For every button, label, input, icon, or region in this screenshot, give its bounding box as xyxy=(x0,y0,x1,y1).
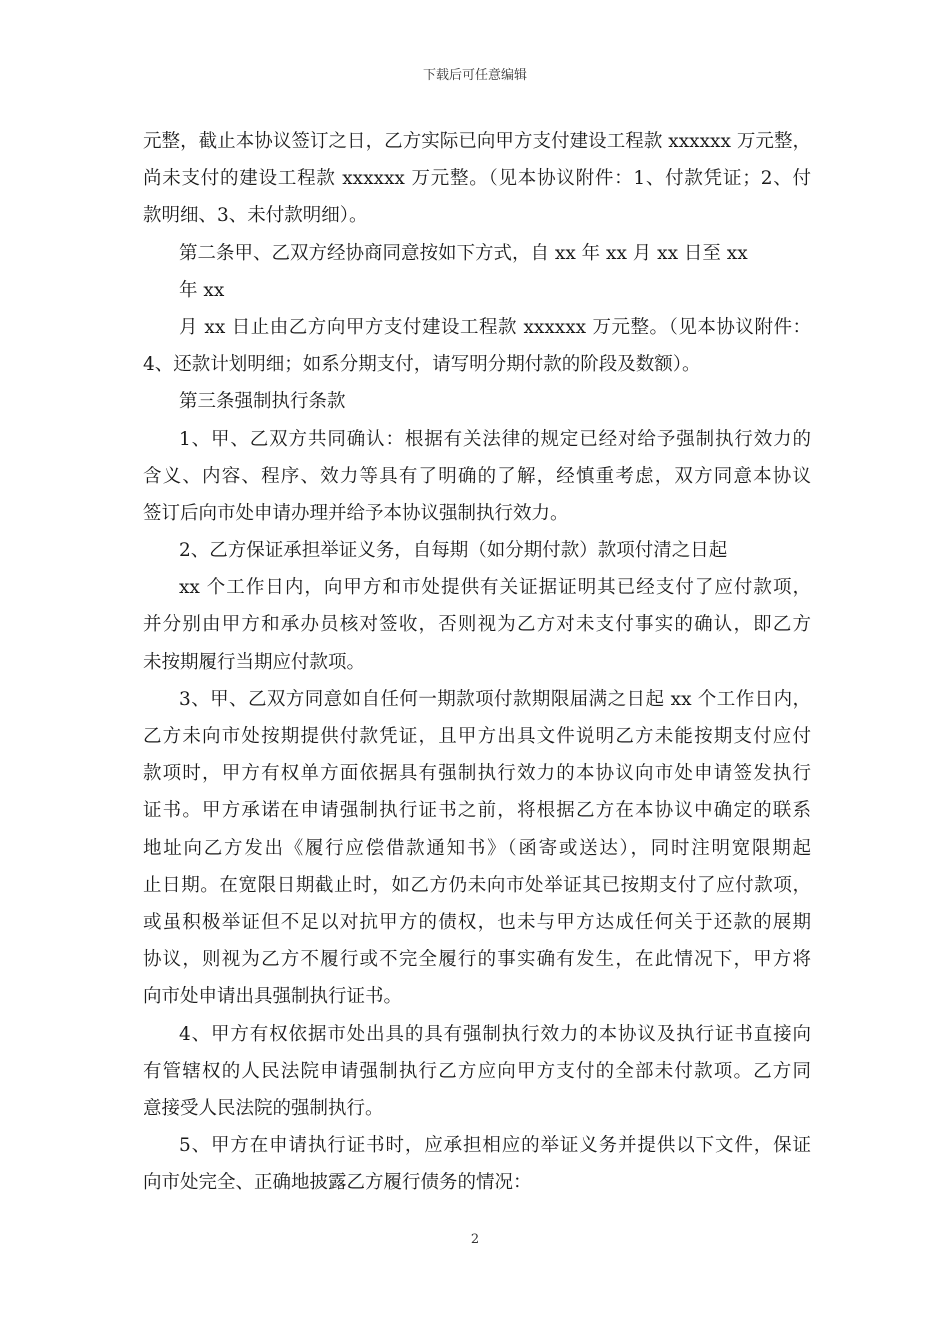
text-line: 第二条甲、乙双方经协商同意按如下方式，自 xx 年 xx 月 xx 日至 xx xyxy=(179,242,748,264)
text-line: xx 个工作日内，向甲方和市处提供有关证据证明其已经支付了应付款项， xyxy=(179,577,811,599)
text-line: 4、还款计划明细；如系分期支付，请写明分期付款的阶段及数额）。 xyxy=(143,354,701,376)
text-line: 向市处完全、正确地披露乙方履行债务的情况： xyxy=(143,1172,532,1194)
text-line: 乙方未向市处按期提供付款凭证，且甲方出具文件说明乙方未能按期支付应付 xyxy=(143,726,811,747)
text-line: 并分别由甲方和承办员核对签收，否则视为乙方对未支付事实的确认，即乙方 xyxy=(143,614,811,636)
text-line: 含义、内容、程序、效力等具有了明确的了解，经慎重考虑，双方同意本协议 xyxy=(143,465,811,487)
text-line: 有管辖权的人民法院申请强制执行乙方应向甲方支付的全部未付款项。乙方同 xyxy=(143,1060,811,1082)
text-line: 协议，则视为乙方不履行或不完全履行的事实确有发生，在此情况下，甲方将 xyxy=(143,949,811,971)
text-line: 意接受人民法院的强制执行。 xyxy=(143,1097,384,1119)
text-line: 地址向乙方发出《履行应偿借款通知书》（函寄或送达），同时注明宽限期起 xyxy=(143,837,811,859)
text-line: 元整，截止本协议签订之日，乙方实际已向甲方支付建设工程款 xxxxxx 万元整， xyxy=(143,131,811,152)
text-line: 第三条强制执行条款 xyxy=(179,391,346,413)
text-line: 款明细、3、未付款明细）。 xyxy=(143,205,368,227)
text-line: 款项时，甲方有权单方面依据具有强制执行效力的本协议向市处申请签发执行 xyxy=(143,763,811,785)
text-line: 4、甲方有权依据市处出具的具有强制执行效力的本协议及执行证书直接向 xyxy=(179,1023,811,1045)
text-line: 证书。甲方承诺在申请强制执行证书之前，将根据乙方在本协议中确定的联系 xyxy=(143,800,811,822)
text-line: 或虽积极举证但不足以对抗甲方的债权，也未与甲方达成任何关于还款的展期 xyxy=(143,911,811,933)
text-line: 尚未支付的建设工程款 xxxxxx 万元整。（见本协议附件：1、付款凭证；2、付 xyxy=(143,168,811,190)
document-body xyxy=(143,123,811,1201)
text-line: 2、乙方保证承担举证义务，自每期（如分期付款）款项付清之日起 xyxy=(179,540,728,562)
text-line: 5、甲方在申请执行证书时，应承担相应的举证义务并提供以下文件，保证 xyxy=(179,1135,811,1157)
text-line: 月 xx 日止由乙方向甲方支付建设工程款 xxxxxx 万元整。（见本协议附件： xyxy=(179,316,811,338)
text-line: 向市处申请出具强制执行证书。 xyxy=(143,986,403,1008)
text-line: 未按期履行当期应付款项。 xyxy=(143,651,366,673)
page-header: 下载后可任意编辑 xyxy=(422,68,527,83)
text-line: 年 xx xyxy=(179,279,225,301)
text-line: 1、甲、乙双方共同确认：根据有关法律的规定已经对给予强制执行效力的 xyxy=(179,428,811,450)
text-line: 止日期。在宽限日期截止时，如乙方仍未向市处举证其已按期支付了应付款项， xyxy=(143,874,811,896)
page-number: 2 xyxy=(470,1232,480,1247)
text-line: 3、甲、乙双方同意如自任何一期款项付款期限届满之日起 xx 个工作日内， xyxy=(179,688,811,710)
text-line: 签订后向市处申请办理并给予本协议强制执行效力。 xyxy=(143,502,569,524)
